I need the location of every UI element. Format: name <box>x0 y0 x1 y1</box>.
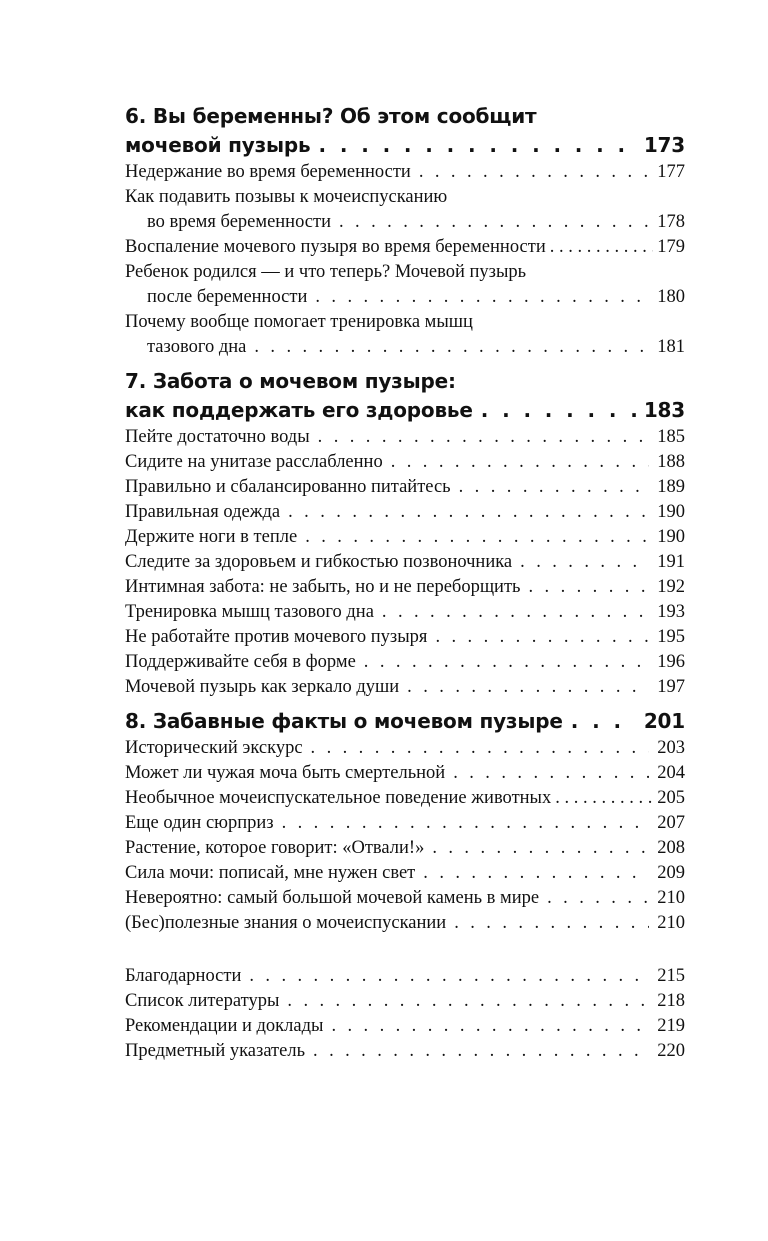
entry-label: Благодарности <box>125 966 242 986</box>
entry-label: Пейте достаточно воды <box>125 427 310 447</box>
entry-page-number: 209 <box>657 863 685 883</box>
entry-label: Ребенок родился — и что теперь? Мочевой пузырь <box>125 262 527 282</box>
entry-page-number: 181 <box>657 337 685 357</box>
entry-label: Не работайте против мочевого пузыря <box>125 627 428 647</box>
dot-leader <box>311 736 650 761</box>
dot-leader <box>313 1039 649 1064</box>
toc-entry <box>125 500 685 525</box>
entry-label: Воспаление мочевого пузыря во время беременности <box>125 237 546 257</box>
entry-page-number: 208 <box>657 838 685 858</box>
dot-leader <box>407 675 649 700</box>
dot-leader <box>254 335 649 360</box>
chapter-page-number: 201 <box>643 709 685 733</box>
toc-entry <box>125 811 685 836</box>
dot-leader <box>528 575 649 600</box>
entry-page-number: 177 <box>657 162 685 182</box>
toc-entry <box>125 335 685 360</box>
dot-leader <box>288 500 649 525</box>
toc-entry <box>125 285 685 310</box>
entry-label: Растение, которое говорит: «Отвали!» <box>125 838 425 858</box>
entry-page-number: 192 <box>657 577 685 597</box>
entry-label: Список литературы <box>125 991 280 1011</box>
entry-label: Как подавить позывы к мочеиспусканию <box>125 187 448 207</box>
entry-page-number: 215 <box>657 966 685 986</box>
toc-entry <box>125 235 685 260</box>
entry-page-number: 190 <box>657 502 685 522</box>
entry-label: Следите за здоровьем и гибкостью позвоночника <box>125 552 513 572</box>
entry-label: Еще один сюрприз <box>125 813 274 833</box>
dot-leader <box>305 525 649 550</box>
dot-leader <box>454 911 649 936</box>
chapter-page-number: 173 <box>643 133 685 157</box>
toc-entry <box>125 450 685 475</box>
dot-leader <box>331 1014 649 1039</box>
entry-label: (Бес)полезные знания о мочеиспускании <box>125 913 447 933</box>
toc-entry <box>125 886 685 911</box>
chapter-title-entry <box>125 707 685 736</box>
toc-entry <box>125 550 685 575</box>
entry-label-continuation: во время беременности <box>147 212 331 232</box>
entry-label: Тренировка мышц тазового дна <box>125 602 374 622</box>
dot-leader <box>419 160 649 185</box>
entry-page-number: 179 <box>657 237 685 257</box>
entry-label: Сила мочи: пописай, мне нужен свет <box>125 863 416 883</box>
toc-entry <box>125 836 685 861</box>
dot-leader <box>520 550 649 575</box>
entry-page-number: 204 <box>657 763 685 783</box>
toc-entry <box>125 1014 685 1039</box>
chapter-title <box>125 367 685 425</box>
toc-entry <box>125 425 685 450</box>
entry-label: Правильно и сбалансированно питайтесь <box>125 477 451 497</box>
dot-leader <box>459 475 650 500</box>
entry-page-number: 219 <box>657 1016 685 1036</box>
chapter-title-line2: 8. Забавные факты о мочевом пузыре <box>125 709 563 733</box>
chapter-8 <box>125 707 685 936</box>
toc-entry <box>125 761 685 786</box>
entry-label: Недержание во время беременности <box>125 162 411 182</box>
entry-page-number: 178 <box>657 212 685 232</box>
chapter-title-line1: 7. Забота о мочевом пузыре: <box>125 369 456 393</box>
toc-entry <box>125 160 685 185</box>
chapter-6 <box>125 102 685 360</box>
entry-label: Рекомендации и доклады <box>125 1016 324 1036</box>
dot-leader <box>287 989 649 1014</box>
entry-label: Держите ноги в тепле <box>125 527 298 547</box>
dot-leader <box>547 886 649 911</box>
chapter-page-number: 183 <box>643 398 685 422</box>
entry-page-number: 191 <box>657 552 685 572</box>
entry-page-number: 193 <box>657 602 685 622</box>
entry-page-number: 195 <box>657 627 685 647</box>
dot-leader <box>382 600 649 625</box>
toc-entry <box>125 911 685 936</box>
toc-entry <box>125 736 685 761</box>
chapter-7 <box>125 367 685 700</box>
entry-label: Сидите на унитазе расслабленно <box>125 452 383 472</box>
dot-leader <box>453 761 649 786</box>
dot-leader <box>571 707 636 736</box>
dot-leader <box>249 964 649 989</box>
dot-leader <box>550 235 654 260</box>
chapter-title <box>125 102 685 160</box>
entry-label: Правильная одежда <box>125 502 281 522</box>
dot-leader <box>318 131 635 160</box>
entry-page-number: 188 <box>657 452 685 472</box>
toc-entry <box>125 675 685 700</box>
entry-page-number: 207 <box>657 813 685 833</box>
dot-leader <box>481 396 636 425</box>
toc-entry <box>125 475 685 500</box>
entry-label-continuation: тазового дна <box>147 337 247 357</box>
entry-label: Предметный указатель <box>125 1041 306 1061</box>
chapter-title-line2: мочевой пузырь <box>125 133 311 157</box>
chapter-title-line2: как поддержать его здоровье <box>125 398 473 422</box>
toc-entry <box>125 650 685 675</box>
entry-page-number: 189 <box>657 477 685 497</box>
entry-page-number: 196 <box>657 652 685 672</box>
toc-entry <box>125 861 685 886</box>
toc-entry <box>125 625 685 650</box>
dot-leader <box>555 786 653 811</box>
entry-page-number: 190 <box>657 527 685 547</box>
entry-label: Интимная забота: не забыть, но и не переборщить <box>125 577 521 597</box>
toc-entry <box>125 964 685 989</box>
toc-entry <box>125 525 685 550</box>
toc-entry <box>125 600 685 625</box>
toc-entry <box>125 1039 685 1064</box>
entry-label: Поддерживайте себя в форме <box>125 652 356 672</box>
entry-label: Невероятно: самый большой мочевой камень в мире <box>125 888 540 908</box>
entry-label: Исторический экскурс <box>125 738 303 758</box>
toc-entry <box>125 575 685 600</box>
dot-leader <box>318 425 650 450</box>
entry-page-number: 210 <box>657 913 685 933</box>
table-of-contents <box>125 102 685 1064</box>
dot-leader <box>423 861 649 886</box>
entry-page-number: 218 <box>657 991 685 1011</box>
entry-page-number: 210 <box>657 888 685 908</box>
dot-leader <box>315 285 649 310</box>
entry-page-number: 203 <box>657 738 685 758</box>
chapter-title-line1: 6. Вы беременны? Об этом сообщит <box>125 104 537 128</box>
dot-leader <box>432 836 649 861</box>
chapter-title-entry <box>125 131 685 160</box>
dot-leader <box>364 650 649 675</box>
backmatter <box>125 964 685 1064</box>
entry-label: Мочевой пузырь как зеркало души <box>125 677 400 697</box>
entry-page-number: 197 <box>657 677 685 697</box>
toc-entry <box>125 989 685 1014</box>
chapter-title <box>125 707 685 736</box>
entry-page-number: 205 <box>657 788 685 808</box>
dot-leader <box>339 210 649 235</box>
dot-leader <box>435 625 649 650</box>
dot-leader <box>282 811 650 836</box>
entry-page-number: 220 <box>657 1041 685 1061</box>
toc-entry <box>125 210 685 235</box>
dot-leader <box>391 450 650 475</box>
entry-page-number: 180 <box>657 287 685 307</box>
entry-label: Необычное мочеиспускательное поведение животных <box>125 788 552 808</box>
entry-label: Может ли чужая моча быть смертельной <box>125 763 446 783</box>
chapter-title-entry <box>125 396 685 425</box>
entry-label: Почему вообще помогает тренировка мышц <box>125 312 473 332</box>
entry-page-number: 185 <box>657 427 685 447</box>
entry-label-continuation: после беременности <box>147 287 308 307</box>
toc-entry <box>125 786 685 811</box>
